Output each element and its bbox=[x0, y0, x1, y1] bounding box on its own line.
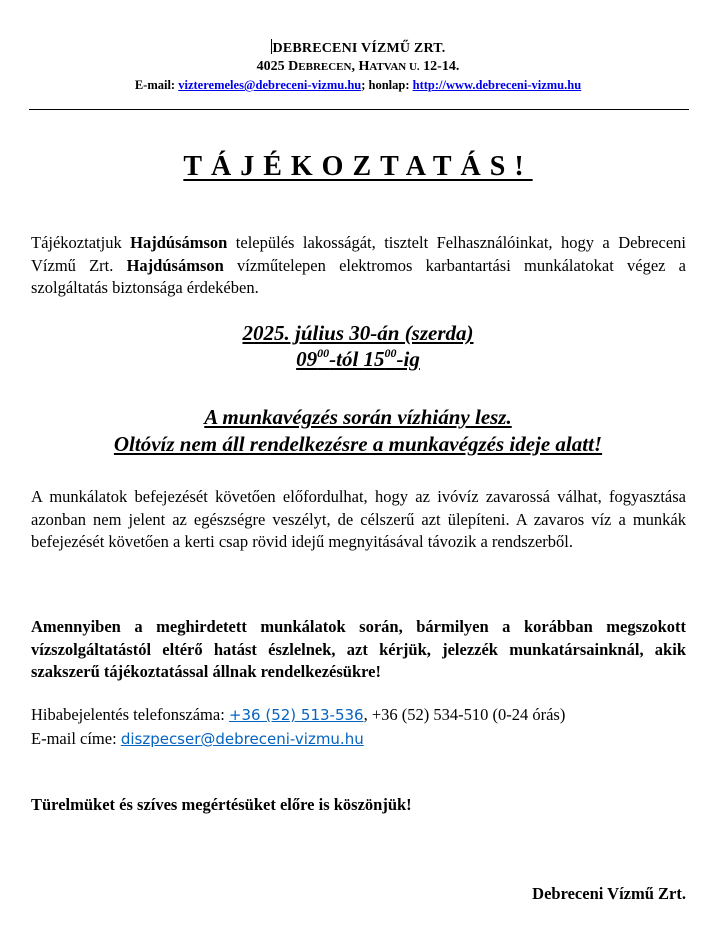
work-date: 2025. július 30-án (szerda) bbox=[242, 321, 474, 345]
document-title: TÁJÉKOZTATÁS! bbox=[183, 151, 533, 182]
signature: Debreceni Vízmű Zrt. bbox=[532, 884, 686, 903]
work-time: $09^{00}$-tól $15^{00}-ig$ bbox=[296, 346, 420, 371]
text-cursor bbox=[271, 39, 272, 54]
turbidity-info-paragraph: A munkálatok befejezését követően előfordulhat, hogy az ivóvíz zavarossá válhat, fogyasztása azonban nem jelent az egészségre veszélyt, de célszerű azt ülepíteni. A zavaros víz a munkák befejezését követően a kerti csap rövid idejű megnyitásával távozik a rendszerből. bbox=[31, 487, 686, 551]
water-outage-warning: A munkavégzés során vízhiány lesz. bbox=[204, 405, 512, 429]
company-name: DEBRECENI VÍZMŰ ZRT. bbox=[272, 41, 446, 56]
report-request-paragraph: Amennyiben a meghirdetett munkálatok során, bármilyen a korábban megszokott vízszolgáltatástól eltérő hatást észlelnek, azt kérjük, jelezzék munkatársainknál, akik szakszerű tájékoztatással állnak rendelkezésükre! bbox=[31, 617, 686, 681]
company-address: 4025 DEBRECEN, HATVAN U. 12-14. bbox=[256, 59, 460, 74]
company-website-link[interactable]: http://www.debreceni-vizmu.hu bbox=[412, 78, 582, 92]
location-name: Hajdúsámson bbox=[126, 255, 224, 275]
dispatcher-email: E-mail címe: diszpecser@debreceni-vizmu.hu bbox=[31, 729, 364, 748]
company-contacts: E-mail: vizteremeles@debreceni-vizmu.hu; honlap: http://www.debreceni-vizmu.hu bbox=[134, 78, 582, 92]
fire-water-warning: Oltóvíz nem áll rendelkezésre a munkavégzés ideje alatt! bbox=[113, 432, 603, 456]
location-name: Hajdúsámson bbox=[130, 233, 228, 252]
intro-paragraph: Tájékoztatjuk Hajdúsámson település lakosságát, tisztelt Felhasználóinkat, hogy a Debreceni Vízmű Zrt. Hajdúsámson vízműtelepen elektromos karbantartási munkálatokat végez a szolgáltatás biztonsága érdekében. bbox=[31, 233, 686, 297]
thank-you-note: Türelmüket és szíves megértésüket előre is köszönjük! bbox=[31, 795, 412, 814]
company-email-link[interactable]: vizteremeles@debreceni-vizmu.hu bbox=[178, 78, 362, 92]
fault-report-phone: Hibabejelentés telefonszáma: +36 (52) 513-536, +36 (52) 534-510 (0-24 órás) bbox=[31, 705, 566, 724]
header-divider bbox=[29, 109, 689, 110]
dispatcher-email-link[interactable]: diszpecser@debreceni-vizmu.hu bbox=[120, 730, 364, 748]
phone-link[interactable]: +36 (52) 513-536 bbox=[228, 706, 364, 724]
